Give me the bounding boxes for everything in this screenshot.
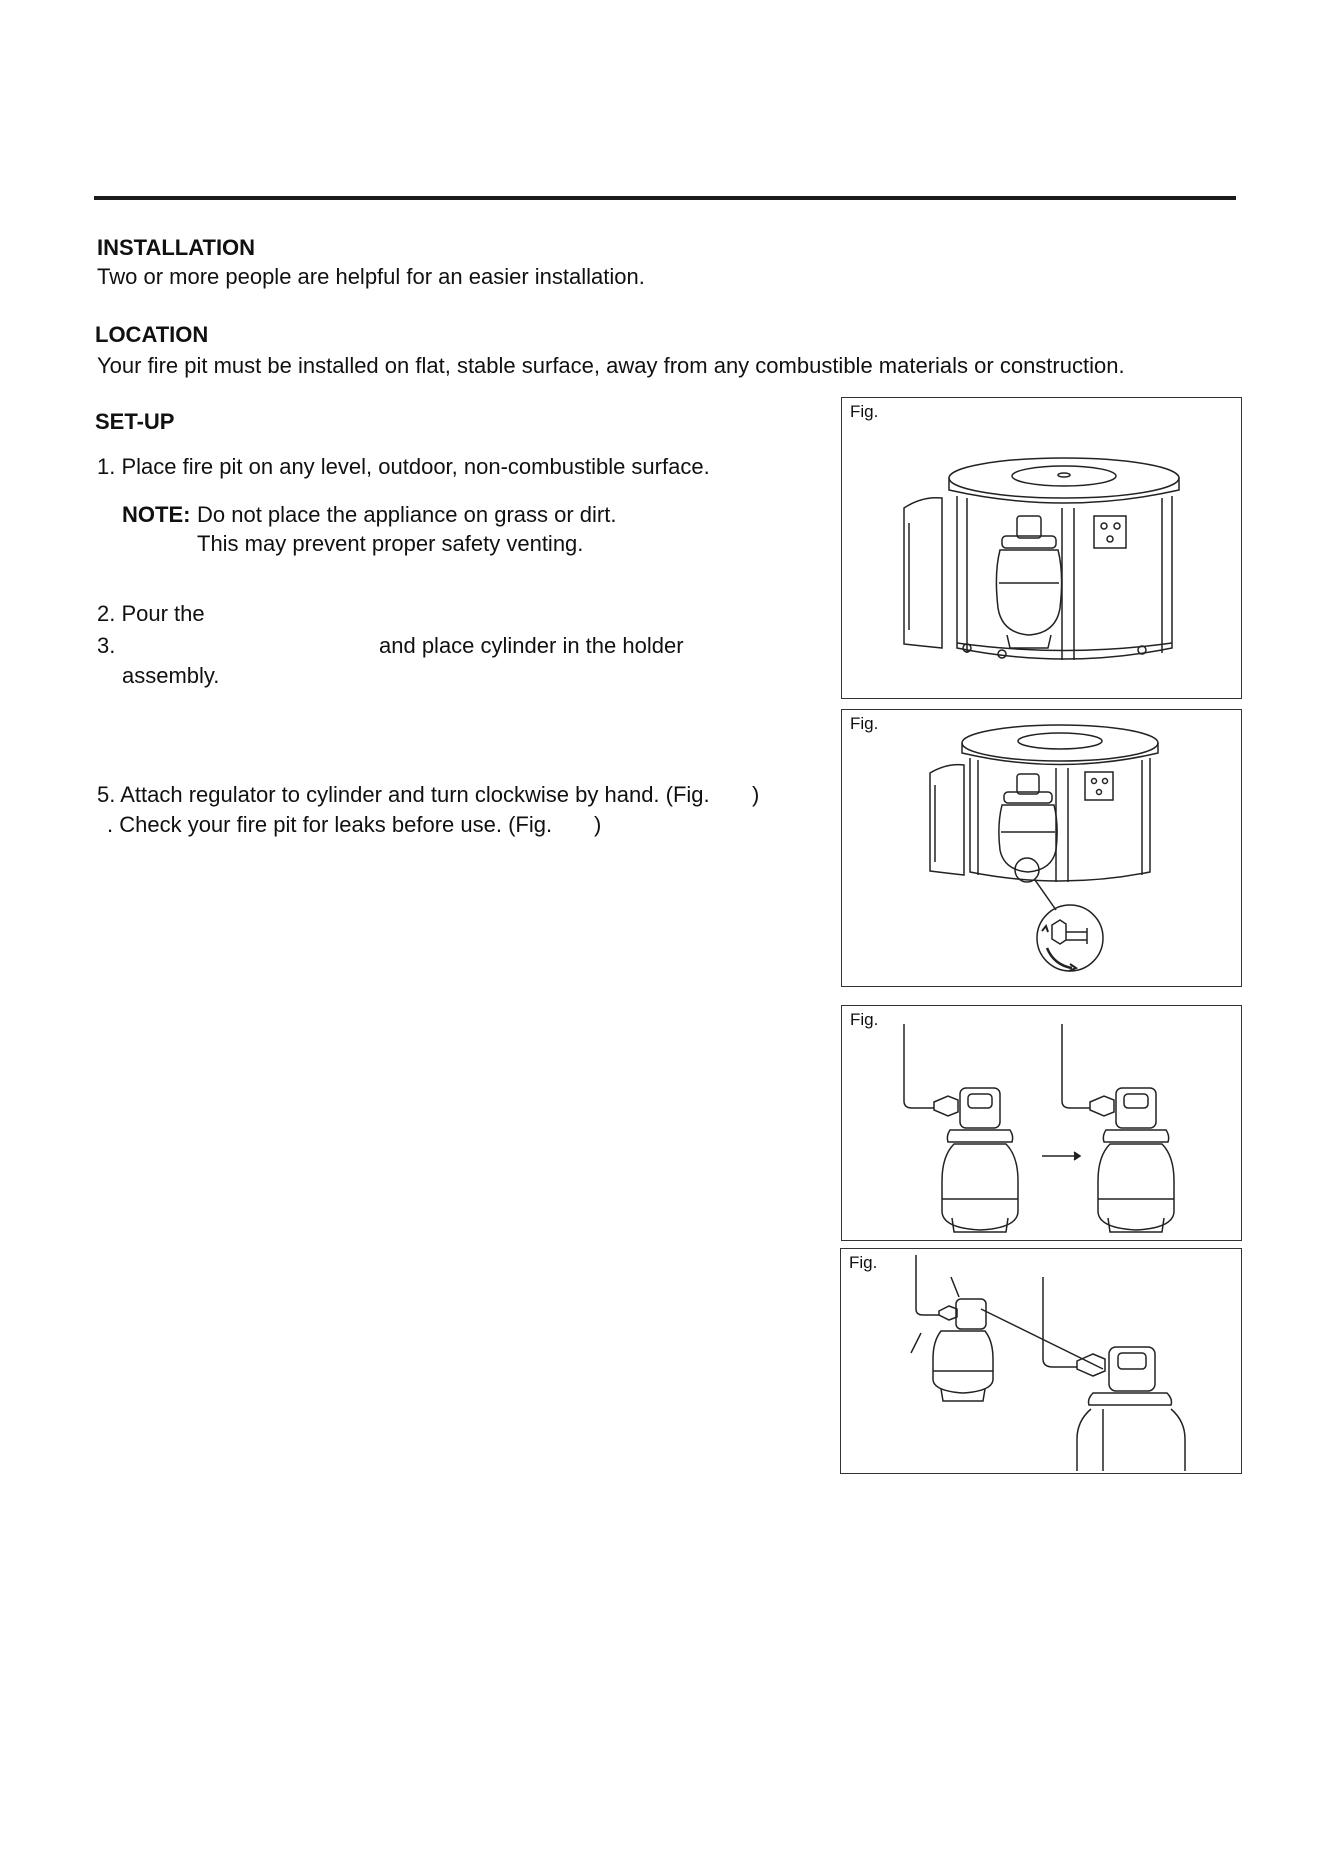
- figure-1: [841, 397, 1242, 699]
- note-line-1: Do not place the appliance on grass or dirt.: [197, 502, 617, 527]
- setup-step-5: 5. Attach regulator to cylinder and turn clockwise by hand. (Fig.: [97, 782, 710, 807]
- figure-2-label: Fig.: [850, 714, 879, 733]
- figure-3: [841, 1005, 1242, 1241]
- note-label: NOTE:: [122, 502, 191, 527]
- location-heading: LOCATION: [95, 322, 209, 347]
- setup-step-2: 2. Pour the: [97, 601, 205, 626]
- setup-step-5-close: ): [752, 782, 760, 807]
- setup-step-6-close: ): [594, 812, 602, 837]
- header-rule: [94, 196, 1236, 200]
- figure-3-label: Fig.: [850, 1010, 879, 1029]
- installation-heading: INSTALLATION: [97, 235, 256, 260]
- setup-step-3-continued: assembly.: [122, 663, 220, 688]
- figure-1-label: Fig.: [850, 402, 879, 421]
- leak-check-illustration: [841, 1249, 1241, 1473]
- location-text: Your fire pit must be installed on flat, stable surface, away from any combustible materials or construction.: [97, 353, 1125, 378]
- figure-4-label: Fig.: [849, 1253, 878, 1272]
- regulator-attach-illustration: [842, 710, 1241, 986]
- figure-4: [840, 1248, 1242, 1474]
- note-line-2: This may prevent proper safety venting.: [197, 531, 584, 556]
- setup-step-6: . Check your fire pit for leaks before use. (Fig.: [107, 812, 553, 837]
- regulator-cylinder-illustration: [842, 1006, 1241, 1240]
- setup-heading: SET-UP: [95, 409, 175, 434]
- figure-2: [841, 709, 1242, 987]
- setup-step-1: 1. Place fire pit on any level, outdoor, non-combustible surface.: [97, 454, 710, 479]
- fire-pit-open-door-illustration: [842, 398, 1241, 698]
- installation-text: Two or more people are helpful for an easier installation.: [97, 264, 645, 289]
- setup-step-3-number: 3.: [97, 633, 116, 658]
- setup-step-3-text: and place cylinder in the holder: [379, 633, 684, 658]
